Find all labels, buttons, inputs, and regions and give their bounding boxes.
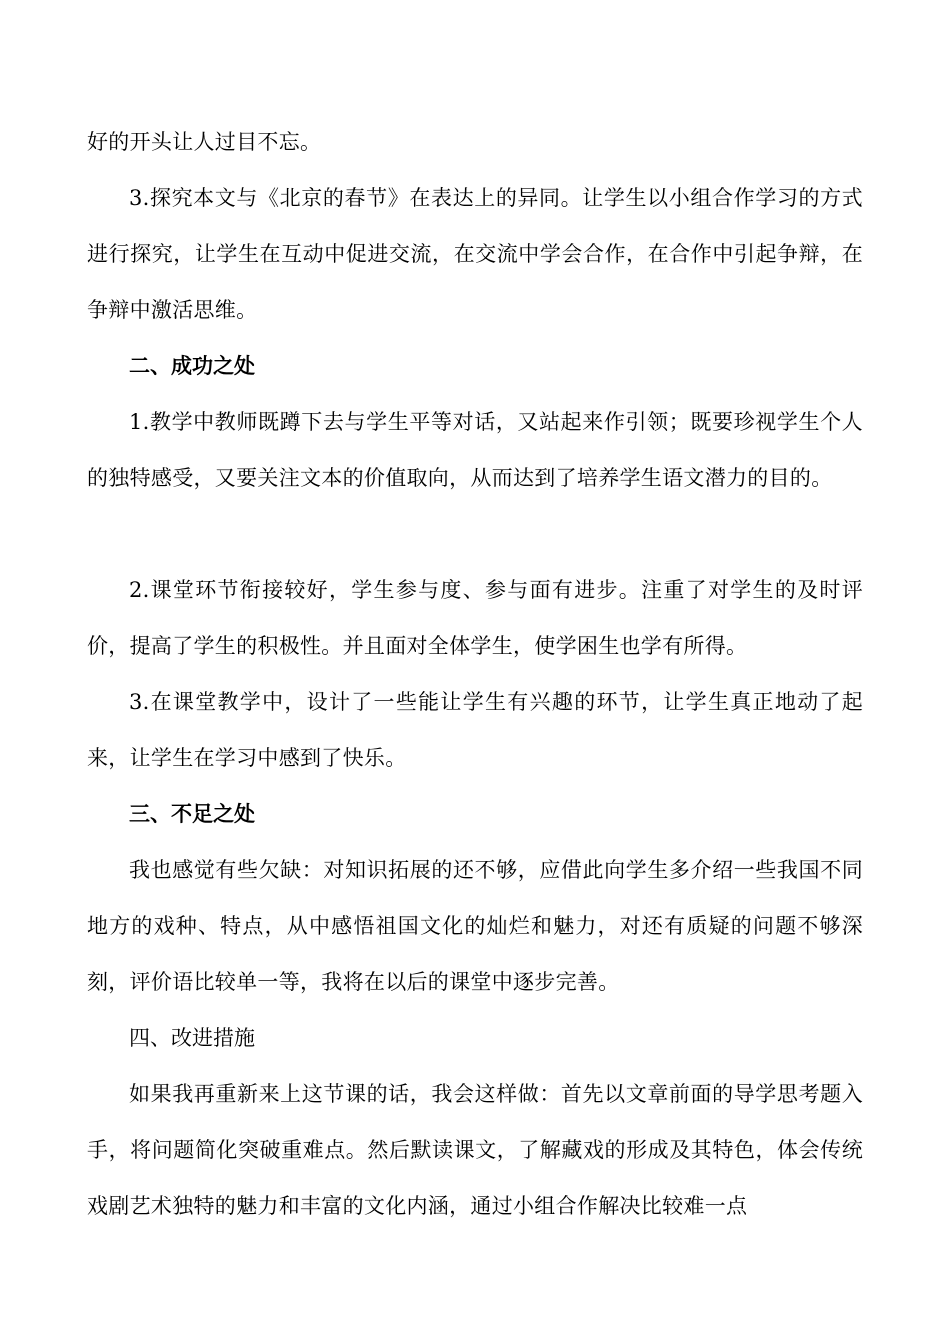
- section-heading-successes: 二、成功之处: [129, 354, 255, 378]
- paragraph-shortcomings: 我也感觉有些欠缺：对知识拓展的还不够，应借此向学生多介绍一些我国不同地方的戏种、特点，从中感悟祖国文化的灿烂和魅力，对还有质疑的问题不够深刻，评价语比较单一等，我将在以后的课堂中逐步完善。: [87, 858, 863, 994]
- section-heading-improvements: 四、改进措施: [129, 1026, 255, 1050]
- paragraph-success-1: 1.教学中教师既蹲下去与学生平等对话，又站起来作引领；既要珍视学生个人的独特感受，又要关注文本的价值取向，从而达到了培养学生语文潜力的目的。: [87, 410, 863, 490]
- paragraph-item-3-explore: 3.探究本文与《北京的春节》在表达上的异同。让学生以小组合作学习的方式进行探究，让学生在互动中促进交流，在交流中学会合作，在合作中引起争辩，在争辩中激活思维。: [87, 186, 863, 322]
- paragraph-success-2: 2.课堂环节衔接较好，学生参与度、参与面有进步。注重了对学生的及时评价，提高了学生的积极性。并且面对全体学生，使学困生也学有所得。: [87, 578, 863, 658]
- paragraph-improvements: 如果我再重新来上这节课的话，我会这样做：首先以文章前面的导学思考题入手，将问题简化突破重难点。然后默读课文，了解藏戏的形成及其特色，体会传统戏剧艺术独特的魅力和丰富的文化内涵，通过小组合作解决比较难一点: [87, 1082, 863, 1218]
- paragraph-intro-tail: 好的开头让人过目不忘。: [87, 130, 322, 154]
- paragraph-success-3: 3.在课堂教学中，设计了一些能让学生有兴趣的环节，让学生真正地动了起来，让学生在学习中感到了快乐。: [87, 690, 863, 770]
- section-heading-shortcomings: 三、不足之处: [129, 802, 255, 826]
